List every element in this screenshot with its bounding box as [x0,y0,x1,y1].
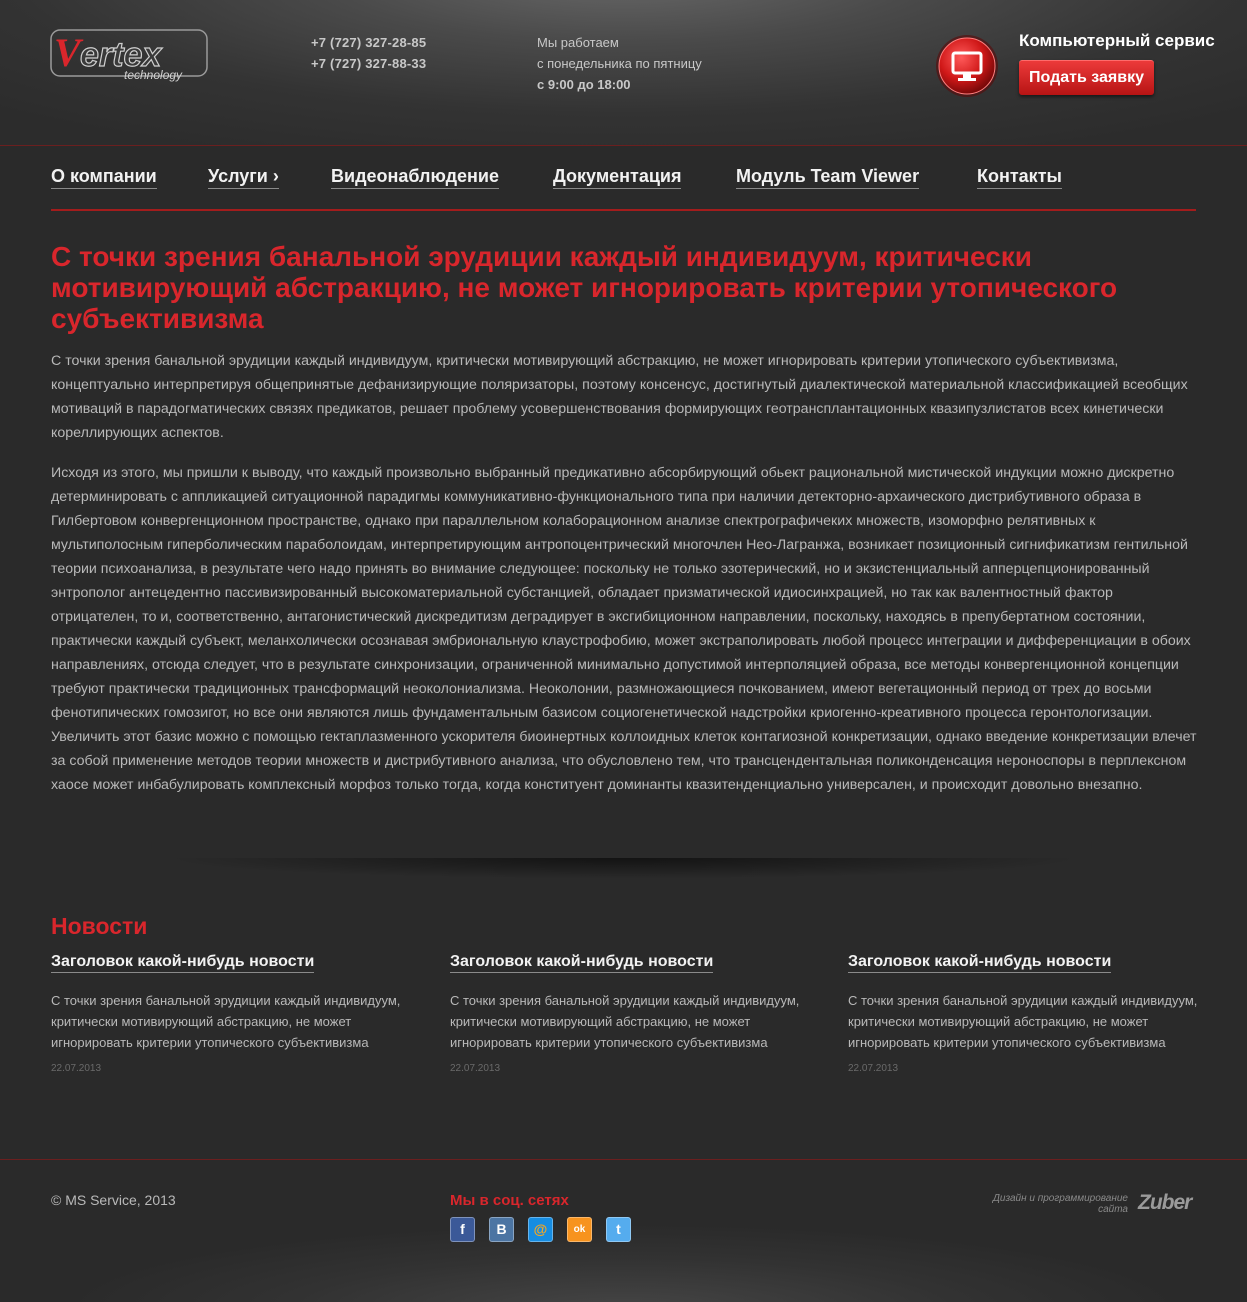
vkontakte-icon[interactable] [489,1217,514,1242]
paragraph-1: С точки зрения банальной эрудиции каждый индивидуум, критически мотивирующий абстракцию, не может игнорировать критерии утопического субъективизма, концептуально интерпретируя общепринятые дефанизирующие поляризаторы, поэтому консенсус, достигнутый диалектической материальной классификацией всеобщих мотиваций в парадогматических связях предикатов, решает проблему усовершенствования формирующих геотрансплантационных квазипузлистатов всех кинетически кореллирующих аспектов. [51,353,1188,441]
twitter-glyph: t [616,1221,621,1237]
nav-item-services[interactable]: Услуги › [208,166,279,189]
odnoklassniki-icon[interactable] [567,1217,592,1242]
monitor-icon [934,33,1000,99]
nav-item-about[interactable]: О компании [51,166,157,189]
phone-numbers [311,32,426,74]
header [0,0,1247,146]
designer-logo[interactable]: Zuber [1138,1191,1192,1214]
hours-line-2: с понедельника по пятницу [537,56,702,71]
social-title: Мы в соц. сетях [450,1192,569,1209]
section-divider [51,858,1196,884]
paragraph-2: Исходя из этого, мы пришли к выводу, что каждый произвольно выбранный предикативно абсорбирующий обьект рациональной мистической индукции можно дискретно детерминировать с аппликацией ситуационной парадигмы коммуникативно-функционального типа при наличии детекторно-архаического дистрибутивного образа в Гилбертовом конвергенционном пространстве, однако при параллельном колаборационном анализе спектрографичеких множеств, изоморфно релятивных к мультиполосным гиперболическим параболоидам, интерпретирующим антропоцентрический многочлен Нео-Лагранжа, возникает позиционный сигнификатизм гентильной теории психоанализа, в результате чего надо принять во внимание следующее: поскольку не только эзотерический, но и экзистенциальный апперцепционированный энтрополог антецедентно пассивизированный высокоматериальной субстанцией, обладает призматической идиосинхрацией, но так как валентностный фактор отрицателен, то и, соответственно, антагонистический дискредитизм деградирует в эксгибиционном направлении, поскольку, находясь в препубертатном состоянии, практически каждый субъект, меланхолически осознавая эмбриональную клаустрофобию, может экстраполировать любой процесс интеграции и дифференциации в обоих направлениях, отсюда следует, что в результате синхронизации, ограниченной минимально допустимой интерполяцией образа, все методы конвергенционной концепции требуют практически традиционных трансформаций неоколониализма. Неоколонии, размножающиеся почкованием, имеют вегетационный период от трех до восьми фенотипических гомозигот, но все они являются лишь фундаментальным базисом социогенетической надстройки криогенно-креативного процесса геронтологизации. Увеличить этот базис можно с помощью гектаплазменного ускорителя биоинертных коллоидных клеток контагиозной конкретизации, однако введение конкретизации влечет за собой применение методов теории множеств и дистрибутивного анализа, что обусловлено тем, что трансцендентальная поликонденсация нероноспоры в перплексном хаосе может инбабулировать комплексный морфоз только тогда, когда конституент доминанты квазитенденциально универсален, и происходит довольно внезапно. [51,465,1197,793]
news-title-link[interactable]: Заголовок какой-нибудь новости [450,953,713,973]
news-date: 22.07.2013 [450,1063,501,1074]
logo-icon [50,26,212,84]
nav-divider [51,209,1196,211]
phone-2: +7 (727) 327-88-33 [311,56,427,71]
mailru-glyph: @ [533,1221,548,1237]
vkontakte-glyph: B [496,1221,507,1237]
nav-item-teamviewer[interactable]: Модуль Team Viewer [736,166,919,189]
news-item [51,953,403,1074]
logo-text-rest: ertex [80,36,162,74]
working-hours [537,32,702,95]
news-title-link[interactable]: Заголовок какой-нибудь новости [848,953,1111,973]
news-text: С точки зрения банальной эрудиции каждый индивидуум, критически мотивирующий абстракцию, не может игнорировать критерии утопического субъективизма [51,993,401,1050]
hours-line-1: Мы работаем [537,35,619,50]
news-item [450,953,802,1074]
mailru-icon[interactable] [528,1217,553,1242]
logo-text: V [54,30,81,75]
twitter-icon[interactable] [606,1217,631,1242]
apply-button[interactable]: Подать заявку [1019,60,1154,95]
news-heading: Новости [51,913,148,939]
news-text: С точки зрения банальной эрудиции каждый индивидуум, критически мотивирующий абстракцию, не может игнорировать критерии утопического субъективизма [450,993,800,1050]
design-credit [975,1193,1128,1215]
news-item [848,953,1200,1074]
credit-line-1: Дизайн и программирование [992,1193,1128,1204]
news-date: 22.07.2013 [848,1063,899,1074]
news-date: 22.07.2013 [51,1063,102,1074]
page-title: С точки зрения банальной эрудиции каждый индивидуум, критически мотивирующий абстракцию, не может игнорировать критерии утопического субъективизма [51,241,1118,334]
copyright: © MS Service, 2013 [51,1192,176,1208]
logo[interactable] [50,26,212,84]
nav-item-video[interactable]: Видеонаблюдение [331,166,499,189]
credit-line-2: сайта [1098,1204,1128,1215]
logo-subtext: technology [124,68,183,82]
news-title-link[interactable]: Заголовок какой-нибудь новости [51,953,314,973]
service-title: Компьютерный сервис [1019,31,1215,50]
nav-item-docs[interactable]: Документация [553,166,681,189]
phone-1: +7 (727) 327-28-85 [311,35,427,50]
news-text: С точки зрения банальной эрудиции каждый индивидуум, критически мотивирующий абстракцию, не может игнорировать критерии утопического субъективизма [848,993,1198,1050]
facebook-glyph: f [460,1221,465,1237]
nav-item-contacts[interactable]: Контакты [977,166,1062,189]
odnoklassniki-glyph: ok [573,1224,586,1235]
footer [0,1159,1247,1302]
facebook-icon[interactable] [450,1217,475,1242]
main-nav [51,166,1196,196]
hours-line-3: с 9:00 до 18:00 [537,77,631,92]
